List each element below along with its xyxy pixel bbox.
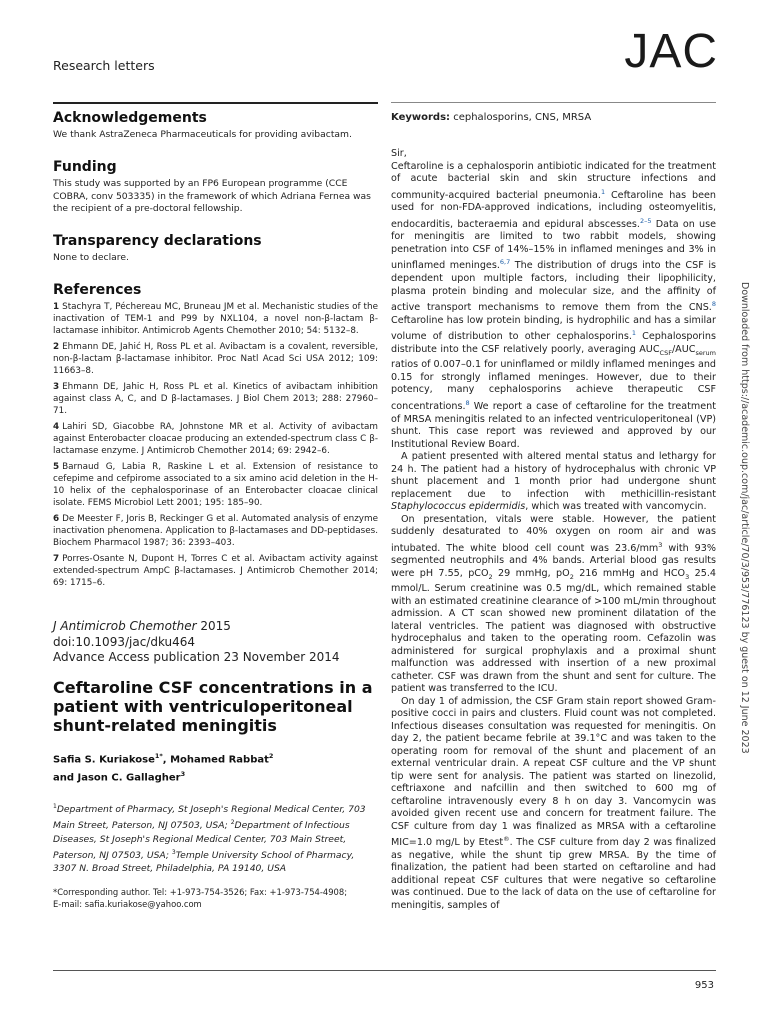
header-rule-left — [53, 102, 378, 104]
advance-access: Advance Access publication 23 November 2014 — [53, 650, 340, 665]
body-paragraph-1: Ceftaroline is a cephalosporin antibiotic indicated for the treatment of acute bacterial skin and skin structure infections and community-acquired bacterial pneumonia.$^1$ Ceftaroline has been used for non-FDA-approved indications, including osteomyelitis, endocarditis, bacteraemia and epidural abscesses.$^{2-5}$ Data on use for meningitis are limited to two rabbit models, showing penetration into CSF of 14%–15% in inflamed meninges and 3% in uninflamed meninges.$^{6,7}$ The distribution of drugs into the CSF is dependent upon multiple factors, including their lipophilicity, plasma protein binding and molecular size, and the affinity of active transport mechanisms to remove them from the CNS.$^8$ Ceftaroline has low protein binding, is hydrophilic and has a similar volume of distribution to other cephalosporins.$^1$ Cephalosporins distribute into the CSF relatively poorly, averaging $AUC_{CSF}/AUC_{serum}$ ratios of 0.007–0.1 for uninflamed or mildly inflamed meninges and 0.15 for strongly inflamed meninges. However, due to their potency, many cephalosporins achieve therapeutic CSF concentrations.$^8$ We report a case of ceftaroline for the treatment of MRSA meningitis related to an infected ventriculoperitoneal (VP) shunt. This case report was reviewed and approved by our Institutional Review Board. — [391, 160, 716, 450]
article-title: Ceftaroline CSF concentrations in a patient with ventriculoperitoneal shunt-related meningitis — [53, 677, 373, 735]
body-paragraph-4: On day 1 of admission, the CSF Gram stain report showed Gram-positive cocci in pairs and clusters. Fluid count was not completed. Infectious diseases consultation was requested for meningitis. On day 2, the patient became febrile at 39.1°C and was taken to the operating room for removal of the shunt and placement of an external ventricular drain. A repeat CSF culture and the VP shunt tip were sent for analysis. The patient was started on linezolid, ceftriaxone and nafcillin and then switched to 600 mg of ceftaroline intravenously every 8 h on day 3. Vancomycin was avoided given recent use and concern for treatment failure. The CSF culture from day 1 was finalized as MRSA with a ceftaroline MIC=1.0 mg/L by Etest®. The CSF culture from day 2 was finalized as negative, while the shunt tip grew MRSA. By the time of finalization, the patient had been started on ceftaroline and had additional repeat CSF cultures that were negative so ceftaroline was continued. Due to the lack of data on the use of ceftaroline for meningitis, samples of — [391, 695, 716, 911]
journal-name-year: J Antimicrob Chemother 2015 — [53, 619, 231, 634]
references-list — [53, 301, 378, 589]
journal-logo: JAC — [624, 25, 718, 78]
footer-rule — [53, 970, 716, 971]
download-watermark: Downloaded from https://academic.oup.com/jac/article/70/3/953/776123 by guest on 12 June 2023 — [739, 282, 750, 754]
reference-item: 1 Stachyra T, Péchereau MC, Bruneau JM et al. Mechanistic studies of the inactivation of TEM-1 and P99 by NXL104, a novel non-β-lactam β-lactamase inhibitor. Antimicrob Agents Chemother 2010; 54: 5132–8. — [53, 302, 378, 337]
running-header-section: Research letters — [53, 58, 155, 73]
page-number: 953 — [694, 980, 714, 991]
right-column — [391, 112, 716, 912]
doi: doi:10.1093/jac/dku464 — [53, 634, 196, 649]
header-rule-right — [391, 102, 716, 103]
salutation: Sir, — [391, 148, 407, 159]
journal-citation-block — [53, 619, 378, 666]
acknowledgements-text: We thank AstraZeneca Pharmaceuticals for providing avibactam. — [53, 129, 352, 140]
reference-item: 5 Barnaud G, Labia R, Raskine L et al. Extension of resistance to cefepime and cefpirome associated to a six amino acid deletion in the H-10 helix of the cephalosporinase of an Enterobacter cloacae clinical isolate. FEMS Microbiol Lett 2001; 195: 185–90. — [53, 462, 378, 509]
body-paragraph-2: A patient presented with altered mental status and lethargy for 24 h. The patient had a history of hydrocephalus with chronic VP shunt placement and 1 month prior had undergone shunt replacement due to infection with methicillin-resistant Staphylococcus epidermidis, which was treated with vancomycin. — [391, 451, 716, 513]
corresponding-author: *Corresponding author. Tel: +1-973-754-3526; Fax: +1-973-754-4908; E-mail: safia.kuriakose@yahoo.com — [53, 886, 348, 909]
affiliations: $^1$Department of Pharmacy, St Joseph's Regional Medical Center, 703 Main Street, Paterson, NJ 07503, USA; $^2$Department of Infectious Diseases, St Joseph's Regional Medical Center, 703 Main Street, Paterson, NJ 07503, USA; $^3$Temple University School of Pharmacy, 3307 N. Broad Street, Philadelphia, PA 19140, USA — [53, 802, 366, 875]
reference-item: 4 Lahiri SD, Giacobbe RA, Johnstone MR et al. Activity of avibactam against Enterobacter cloacae producing an extended-spectrum class C β-lactamase enzyme. J Antimicrob Chemother 2014; 69: 2942–6. — [53, 422, 378, 457]
author-list: Safia S. Kuriakose$^{1*}$, Mohamed Rabbat$^2$ and Jason C. Gallagher$^3$ — [53, 751, 274, 784]
transparency-text: None to declare. — [53, 252, 129, 264]
reference-item: 3 Ehmann DE, Jahic H, Ross PL et al. Kinetics of avibactam inhibition against class A, C, and D β-lactamases. J Biol Chem 2013; 288: 27960–71. — [53, 382, 378, 417]
reference-item: 6 De Meester F, Joris B, Reckinger G et al. Automated analysis of enzyme inactivation phenomena. Application to β-lactamases and DD-peptidases. Biochem Pharmacol 1987; 36: 2393–403. — [53, 514, 378, 549]
references-heading: References — [53, 282, 142, 299]
keywords: Keywords: cephalosporins, CNS, MRSA — [391, 112, 592, 123]
transparency-heading: Transparency declarations — [53, 233, 262, 250]
funding-heading: Funding — [53, 159, 117, 176]
body-paragraph-3: On presentation, vitals were stable. However, the patient suddenly desaturated to 40% oxygen on room air and was intubated. The white blood cell count was $23.6/mm^3$ with 93% segmented neutrophils and 4% bands. Arterial blood gas results were pH 7.55, pCO$_2$ 29 mmHg, $pO_2$ 216 mmHg and $HCO_3$ 25.4 mmol/L. Serum creatinine was 0.5 mg/dL, which remained stable with an estimated creatinine clearance of >100 mL/min throughout admission. A CT scan showed new prominent dilatation of the lateral ventricles. The patient was diagnosed with obstructive hydrocephalus and taken to the operating room. Cefazolin was administered for surgical prophylaxis and a proximal shunt malfunction was addressed with insertion of a new proximal catheter. CSF was drawn from the shunt and sent for culture. The patient was transferred to the ICU. — [391, 513, 716, 695]
funding-text: This study was supported by an FP6 European programme (CCE COBRA, conv 503335) in the framework of which Adriana Fernea was the recipient of a pre-doctoral fellowship. — [53, 178, 371, 214]
reference-item: 2 Ehmann DE, Jahić H, Ross PL et al. Avibactam is a covalent, reversible, non-β-lactam β-lactamase inhibitor. Proc Natl Acad Sci USA 2012; 109: 11663–8. — [53, 342, 378, 377]
letter-body — [391, 148, 716, 912]
reference-item: 7 Porres-Osante N, Dupont H, Torres C et al. Avibactam activity against extended-spectrum AmpC β-lactamases. J Antimicrob Chemother 2014; 69: 1715–6. — [53, 554, 378, 589]
acknowledgements-heading: Acknowledgements — [53, 110, 207, 126]
left-column — [53, 110, 378, 910]
